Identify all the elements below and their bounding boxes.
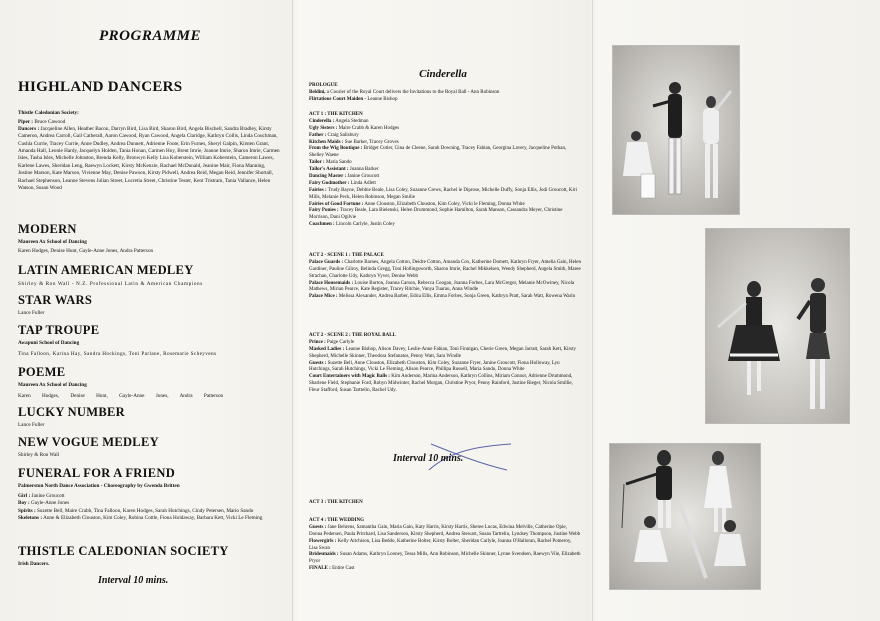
role-label: Flowergirls : <box>309 538 337 544</box>
cast-line <box>309 294 581 301</box>
cinderella-title: Cinderella <box>419 68 467 80</box>
funeral-section <box>18 467 280 522</box>
poeme-heading: POEME <box>18 365 66 379</box>
act1-label: ACT 1 : THE KITCHEN <box>309 112 363 117</box>
act4-label: ACT 4 : THE WEDDING <box>309 518 365 523</box>
cast-line <box>309 340 581 347</box>
starwars-section <box>18 294 280 318</box>
tap-names: Tina Falloon, Karina Hay, Sandra Hockings, Toni Parlane, Rosemarie Scheyvens <box>18 350 217 357</box>
role-label: Prince : <box>309 339 326 345</box>
role-names: Craig Salisbury <box>326 132 359 138</box>
cast-line <box>309 146 581 160</box>
role-label: Masked Ladies : <box>309 346 345 352</box>
role-names: Charlotte Barnes, Angela Cotton, Deidre Cotton, Amanda Cox, Katherine Domett, Kathryn Fryer, Amelia Gain, Helen Gardiner, Pauline Gilroy, Belinda Gregg, Toni Hollingsworth, Sharon Imrie, Rachel Mikkelsen, Wendy Shepherd, Angela Smith, Maree Strachan, Charlotte Udy, Kathryn Vyver, Denise Webb <box>309 259 581 279</box>
cast-line <box>309 181 581 188</box>
role-names: Entire Cast <box>330 566 355 572</box>
girl-line: Girl : Janine Groucott <box>18 492 65 499</box>
act3-block <box>309 500 581 507</box>
photo-tailor-scene <box>612 45 740 215</box>
dancers-line: Dancers : Jacqueline Allen, Heather Bacon, Darryn Bird, Lisa Bird, Sharon Bird, Angela Bischell, Sandra Bradley, Kirsty Cameron, Andrea Carroll, Gail Catherall, Aaron Cawood, Ryan Cawood, Angela Claridge, Kathryn Collis, Linda Couchman, Cushla Currie, Tracey Currie, Anne Dudley, Andrea Dunnett, Adrienne Foote, Erin Furnes, Sheryl Galpin, Kirsten Grant, Amanda Hall, Leonie Hardy, Jacquelyn Holden, Tania Honan, Carmen Hoy, Brent Imrie, Joanne Imrie, Sharon Imrie, Carmen Isles, Tasha Isles, Michelle Johnston, Brenda Kelly, Bronwyn Kelly Lisa Koberstein, William Koberstein, Cameron Lawes, Karlene Lawes, Sheridan Leng, Raewyn Lockett, Kirsty McKenzie, Rachael McDonald, Jeanine Mair, Fiona Manning, Justine Marson, Kate Marson, Vivienne May, Denise Pawson, Kirsty Pidwell, Andrea Reid, Megan Reid, Jennifer Shortall, Rachael Stephenson, Leanne Stevens Julian Street, Lucretia Street, Christine Tester, Kent Tristram, Tania Vallance, Helen Watson, Susan Wood <box>18 125 280 191</box>
role-label: Palace Guards : <box>309 259 344 265</box>
act2s2-cast-list <box>309 340 581 395</box>
spirits-line: Spirits : Suzette Bell, Maire Crabb, Tina Falloon, Karen Hodges, Sarah Hutchings, Cindy Petersen, Mario Sando <box>18 507 254 514</box>
role-names: Maire Crabb & Karen Hodges <box>337 125 400 131</box>
role-label: Palace Housemaids : <box>309 280 354 286</box>
cast-line <box>309 188 581 202</box>
poeme-names: Karen Hodges, Denise Hunt, Gayle-Anne Jones, Andra Patterson <box>18 392 224 399</box>
role-names: Bridget Cutler, Gina de Cleene, Sarah Downing, Tracey Fabian, Georgina Lavery, Jacqueline Pothan, Shelley Waene <box>309 146 567 159</box>
role-names: Tracey Beale, Lara Bielenski, Helen Drummond, Sophie Hamilton, Sarah Manson, Cassandra Meyer, Christine Morrison, Dani Ogilvie <box>309 208 563 221</box>
role-names: Trudy Bayne, Debbie Beale, Lisa Coley, Suzanne Crews, Rachel le Diprose, Michelle Duffy, Sonja Ellis, Jodi Groucott, Kiri Mills, Melanie Peck, Helen Robinson, Megan Smilie <box>309 187 577 200</box>
cast-line <box>309 133 581 140</box>
cast-line <box>309 552 581 566</box>
role-names: Paige Carlyle <box>325 339 355 345</box>
starwars-names: Lance Fuller <box>18 310 45 317</box>
interval-text: Interval 10 mins. <box>98 575 169 586</box>
cast-line <box>309 140 581 147</box>
cast-line <box>309 126 581 133</box>
act4-block <box>309 518 581 573</box>
cast-line <box>309 119 581 126</box>
modern-heading: MODERN <box>18 222 77 236</box>
cast-line <box>309 260 581 281</box>
highland-heading: HIGHLAND DANCERS <box>18 79 183 95</box>
lucky-heading: LUCKY NUMBER <box>18 405 125 419</box>
latin-heading: LATIN AMERICAN MEDLEY <box>18 263 194 277</box>
role-label: Bridesmaids : <box>309 552 339 558</box>
act2s2-label: ACT 2 - SCENE 2 : THE ROYAL BALL <box>309 333 396 338</box>
role-label: Guests : <box>309 524 327 530</box>
cast-line <box>309 174 581 181</box>
act2s1-label: ACT 2 - SCENE 1 : THE PALACE <box>309 253 384 258</box>
cast-line <box>309 202 581 209</box>
role-label: Fairy Godmother : <box>309 180 350 186</box>
role-label: From the Wig Boutique : <box>309 146 363 152</box>
poeme-school: Maureen Ax School of Dancing <box>18 382 87 389</box>
role-names: Susan Adams, Kathryn Looney, Tessa Mills, Ann Robinson, Michelle Skinner, Lynne Svendsen, Raewyn Vile, Elizabeth Pryor <box>309 552 581 565</box>
role-label: Kitchen Maids : <box>309 139 344 145</box>
role-names: Jane Behrens, Samantha Gain, Maria Gain, Katy Harris, Kirsty Harris, Sheree Lucas, Edwina Melville, Catherine Opie, Donna Pedersen, Paula Pritchard, Lisa Sanderson, Kirsty Shepherd, Andrea Stewart, Susan Tarttelin, Lyndsey Thompson, Justine Webb <box>309 524 581 537</box>
modern-school: Maureen Ax School of Dancing <box>18 239 87 246</box>
role-names: Melissa Alexander, Andrea Barber, Edria Ellis, Emma Forbes, Sonja Green, Kathryn Pratt, Sarah Watt, Rowena Warin <box>337 294 576 300</box>
highland-society: Thistle Caledonian Society: <box>18 109 79 116</box>
cast-line <box>309 208 581 222</box>
role-label: Court Entertainers with Magic Balls : <box>309 374 390 380</box>
latin-section <box>18 264 280 289</box>
thistle-section <box>18 545 280 568</box>
tap-heading: TAP TROUPE <box>18 323 100 337</box>
thistle-heading: THISTLE CALEDONIAN SOCIETY <box>18 544 229 558</box>
funeral-heading: FUNERAL FOR A FRIEND <box>18 466 176 480</box>
cast-line <box>309 222 581 229</box>
vogue-section <box>18 436 280 460</box>
role-label: Tailor : <box>309 160 325 166</box>
cinderella-interval: Interval 10 mins. <box>393 453 464 464</box>
modern-section <box>18 223 280 255</box>
role-label: Fairy Ponies : <box>309 208 339 214</box>
beldini-line: Beldini, a Courier of the Royal Court delivers the Invitations to the Royal Ball - Ann Robinson <box>309 89 500 95</box>
act3-label: ACT 3 : THE KITCHEN <box>309 500 363 505</box>
boy-line: Boy : Gayle-Anne Jones <box>18 500 70 507</box>
skeletons-line: Skeletons : Anne & Elizabeth Clouston, Kim Coley, Robina Cottle, Fiona Holdaway, Barbara Kett, Vicki Le Fleming <box>18 515 263 521</box>
modern-names: Karen Hodges, Denise Hunt, Gayle-Anne Jones, Andra Patterson <box>18 247 154 254</box>
role-names: Suzette Bell, Anne Clouston, Elizabeth Clouston, Kim Coley, Suzanne Fryer, Janine Groucott, Fiona Holloway, Lyn Hutchings, Sarah Hutchings, Vicki Le Fleming, Alison Pearce, Phillipa Russell, Maria Sando, Donna White <box>309 360 560 373</box>
role-names: Janine Groucott <box>346 174 380 180</box>
role-names: Linda Adlett <box>349 180 376 186</box>
cast-line <box>309 539 581 553</box>
prologue-label: PROLOGUE <box>309 83 338 88</box>
act1-block <box>309 112 581 229</box>
cast-line <box>309 525 581 539</box>
prologue-block <box>309 83 581 104</box>
role-label: Guests : <box>309 360 327 366</box>
starwars-heading: STAR WARS <box>18 293 93 307</box>
role-label: Ugly Sisters : <box>309 125 338 131</box>
programme-title: PROGRAMME <box>98 28 202 44</box>
thistle-sub: Irish Dancers. <box>18 561 50 568</box>
act1-cast-list <box>309 119 581 229</box>
poeme-section <box>18 366 280 400</box>
piper-line: Piper : Bruce Cawood <box>18 118 66 125</box>
role-names: Maria Sando <box>324 160 352 166</box>
tap-section <box>18 324 280 358</box>
role-label: Dancing Master : <box>309 174 347 180</box>
cast-line <box>309 167 581 174</box>
role-label: Palace Mice : <box>309 294 338 300</box>
vogue-heading: NEW VOGUE MEDLEY <box>18 435 159 449</box>
act2s1-block <box>309 253 581 301</box>
role-names: Kelly Aitchison, Lisa Beddo, Katherine Bolter, Kirsty Bolter, Sheridan Carlyle, Joanna O'Halloran, Rachel Pomeroy, Lisa Swan <box>309 538 572 551</box>
vogue-names: Shirley & Ron Wall <box>18 452 60 459</box>
role-names: Leanne Bishop, Alison Davey, Leslie-Anne Fabian, Toni Finnigan, Cherie Green, Megan Jarratt, Sarah Kett, Kirsty Shepherd, Michelle Skinner, Theodora Stefanatos, Penny Watt, Sara Windle <box>309 346 576 359</box>
cast-line <box>309 374 581 395</box>
programme-panel <box>0 0 292 621</box>
role-names: Kim Anderson, Marina Anderson, Kathryn Collins, Miriam Connor, Adrienne Drummond, Sharlene Field, Stephanie Ford, Robyn Midwinter, Rachel Morgan, Christine Pryor, Penny Rainford, Justine Rieger, Nicola Smillie, Fleur Stafford, Susan Tarttelin, Rachel Udy. <box>309 374 573 394</box>
funeral-school: Palmerston North Dance Association - Choreography by Gwenda Britten <box>18 483 180 490</box>
act2s2-block <box>309 333 581 395</box>
role-names: Joanna Barker <box>348 167 379 173</box>
role-label: Fairies of Good Fortune : <box>309 201 364 207</box>
cast-line <box>309 281 581 295</box>
act4-cast-list <box>309 525 581 573</box>
cast-line <box>309 566 581 573</box>
role-label: Coachmen : <box>309 222 335 228</box>
photo-couple-dancers <box>705 228 850 424</box>
role-names: Sue Barker, Tracey Groves <box>343 139 399 145</box>
role-names: Angela Stedman <box>334 118 369 124</box>
latin-names: Shirley & Ron Wall - N.Z. Professional Latin & American Champions <box>18 281 203 288</box>
role-label: Tailor's Assistant : <box>309 167 349 173</box>
fold-line-right <box>592 0 593 621</box>
cast-line <box>309 361 581 375</box>
cast-line <box>309 160 581 167</box>
cast-line <box>309 347 581 361</box>
act2s1-cast-list <box>309 260 581 301</box>
lucky-section <box>18 406 280 430</box>
role-names: Louise Burton, Joanna Carson, Rebecca Coogan, Joanna Forbes, Lara McGregor, Melanie McOwiney, Nicola Mathews, Mirian Pearce, Kate Register, Tracey Ritchie, Vanya Tuarau, Anna Windle <box>309 280 575 293</box>
role-label: FINALE : <box>309 566 331 572</box>
photo-group-scene <box>609 443 761 590</box>
cinderella-panel <box>293 0 592 621</box>
role-names: Anne Clouston, Elizabeth Clouston, Kim Coley, Vicki le Fleming, Donna White <box>363 201 525 207</box>
tap-school: Awapuni School of Dancing <box>18 340 80 347</box>
role-label: Cinderella : <box>309 118 335 124</box>
role-label: Father : <box>309 132 327 138</box>
lucky-names: Lance Fuller <box>18 422 45 429</box>
role-label: Fairies : <box>309 187 327 193</box>
flirt-line: Flirtatious Court Maiden - Leanne Bishop <box>309 96 398 102</box>
role-names: Lincoln Carlyle, Justin Coley <box>334 222 395 228</box>
highland-section <box>18 80 280 192</box>
